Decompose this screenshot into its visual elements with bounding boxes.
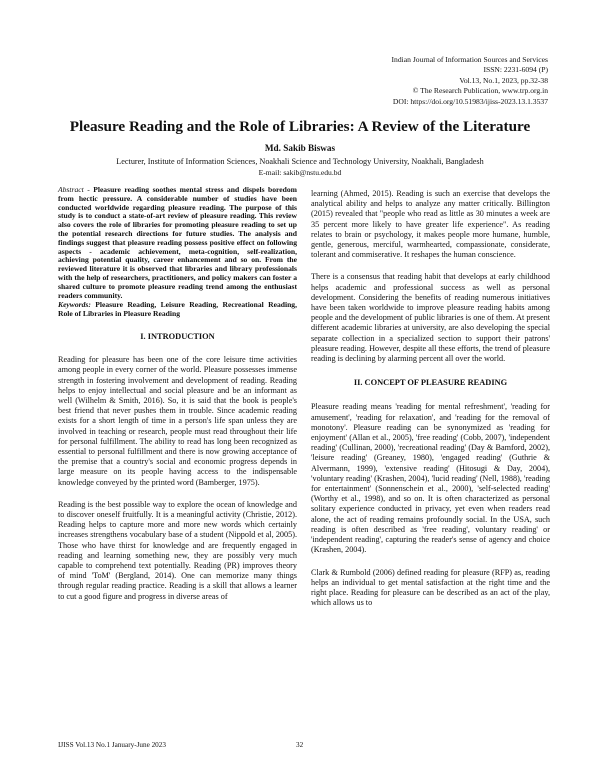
journal-publisher: © The Research Publication, www.trp.org.in bbox=[412, 86, 548, 96]
paragraph-right-1: learning (Ahmed, 2015). Reading is such an exercise that develops the analytical ability and helps to analyze any matter critically. Billington (2015) revealed that "people who read as little as 30 minutes a week are 35 percent more likely to have greater life experience". As reading relates to brain or psychology, it makes people more humane, humble, gentle, generous, merciful, warmhearted, compassionate, considerate, tolerant and commiserative. It reshapes the human conscience. bbox=[311, 189, 550, 260]
paragraph-intro-2: Reading is the best possible way to explore the ocean of knowledge and to discover oneself fruitfully. It is a meaningful activity (Christie, 2012). Reading helps to capture more and more new words which certainly increases strengthens vocabulary base of a student (Nippold et al, 2005). Those who have thirst for knowledge and are frequently engaged in reading and learning something new, they are possibly very much capable to comprehend text potentially. Reading (PR) improves theory of mind 'ToM' (Bergland, 2014). One can memorize many things through regular reading practice. Reading is a skill that allows a learner to cut a good figure and progress in diverse areas of bbox=[58, 499, 297, 601]
journal-header bbox=[392, 55, 548, 107]
journal-issn: ISSN: 2231-6094 (P) bbox=[483, 65, 548, 75]
keywords-label: Keywords: bbox=[58, 300, 91, 310]
abstract-label: Abstract - bbox=[58, 185, 90, 194]
journal-name: Indian Journal of Information Sources and Services bbox=[391, 55, 548, 64]
author-name: Md. Sakib Biswas bbox=[264, 143, 336, 153]
footer-page-number: 32 bbox=[296, 741, 304, 749]
keywords-text: Pleasure Reading, Leisure Reading, Recreational Reading, Role of Libraries in Pleasure Reading bbox=[58, 300, 297, 319]
section-heading-introduction: I. INTRODUCTION bbox=[140, 331, 215, 341]
journal-doi[interactable]: DOI: https://doi.org/10.51983/ijiss-2023.13.1.3537 bbox=[392, 96, 548, 106]
paragraph-right-2: There is a consensus that reading habit that develops at early childhood helps academic and professional success as well as personal development. Considering the benefits of reading numerous initiatives have been taken worldwide to improve pleasure reading habits among people and the development of public libraries is one of them. At present different academic libraries at university, are also developing the special separate collection in a specialized section to support their patrons' pleasure reading. However, despite all these efforts, the trend of pleasure reading is declining by alarming percent all over the world. bbox=[311, 272, 550, 364]
section-heading-concept: II. CONCEPT OF PLEASURE READING bbox=[353, 378, 508, 388]
paragraph-concept-2: Clark & Rumbold (2006) defined reading for pleasure (RFP) as, reading helps an individual to get mental satisfaction at the right time and the right place. Reading for pleasure can be described as an act of the play, which allows us to bbox=[311, 567, 550, 608]
paragraph-intro-1: Reading for pleasure has been one of the core leisure time activities among people in every corner of the world. Pleasure possesses immense strength in fostering involvement and development of reading. Reading helps to enjoy intellectual and social pleasure and be an informant as well (Wilhelm & Smith, 2016). So, it is said that the book is people's best friend that never pushes them in trouble. Since academic reading exists for a short length of time in a person's life span unless they are involved in teaching or research, people must read throughout their life for personal fulfillment. The ability to read has long been recognized as essential to personal fulfillment and there is now growing acceptance of the premise that a country's social and economic progress depends in large measure on its people having access to the indispensable knowledge conveyed by the printed word (Bamberger, 1975). bbox=[58, 355, 297, 487]
abstract bbox=[58, 186, 297, 300]
left-column bbox=[58, 186, 297, 602]
journal-volume: Vol.13, No.1, 2023, pp.32-38 bbox=[459, 75, 548, 85]
abstract-text: Pleasure reading soothes mental stress and dispels boredom from hectic pressure. A considerable number of studies have been conducted worldwide regarding pleasure reading. The purpose of this study is to conduct a state-of-art review of pleasure reading. This review also covers the role of libraries for promoting pleasure reading to set up the potential research directions for future studies. The analysis and findings suggest that pleasure reading possess positive effect on following aspects - academic achievement, meta-cognition, self-realization, achieving potential quality, career enhancement and so on. From the reviewed literature it is observed that libraries and library professionals with the help of researchers, practitioners, and policy makers can foster a shared culture to promote pleasure reading trend among the enthusiast readers community. bbox=[58, 185, 297, 300]
paper-title: Pleasure Reading and the Role of Libraries: A Review of the Literature bbox=[69, 118, 531, 135]
author-affiliation: Lecturer, Institute of Information Sciences, Noakhali Science and Technology University, Noakhali, Bangladesh bbox=[116, 157, 484, 166]
right-column bbox=[311, 189, 550, 608]
footer-journal-issue: IJISS Vol.13 No.1 January-June 2023 bbox=[58, 741, 166, 749]
paragraph-concept-1: Pleasure reading means 'reading for mental refreshment', 'reading for amusement', 'reading for relaxation', and 'reading for the removal of monotony'. Pleasure reading can be synonymized as 'reading for enjoyment' (Allan et al., 2005), 'free reading' (Cobb, 2007), 'independent reading' (Cullinan, 2000), 'recreational reading' (Day & Bamford, 2002), 'leisure reading' (Greaney, 1980), 'engaged reading' (Guthrie & Alvermann, 1999), 'extensive reading' (Hitosugi & Day, 2004), 'voluntary reading' (Krashen, 2004), 'lucid reading' (Nell, 1988), 'reading for entertainment' (Sonnenschein et al., 2000), 'self-selected reading' (Worthy et al., 1998), and so on. It is often characterized as personal solitary experience conducted in privacy, yet even when readers read alone, the act of reading remains profoundly social. In the USA, such reading is often described as 'free reading', voluntary reading' or 'independent reading', capturing the reader's sense of agency and choice (Krashen, 2004). bbox=[311, 402, 550, 555]
keywords bbox=[58, 301, 297, 319]
author-email[interactable]: E-mail: sakib@nstu.edu.bd bbox=[258, 168, 342, 177]
